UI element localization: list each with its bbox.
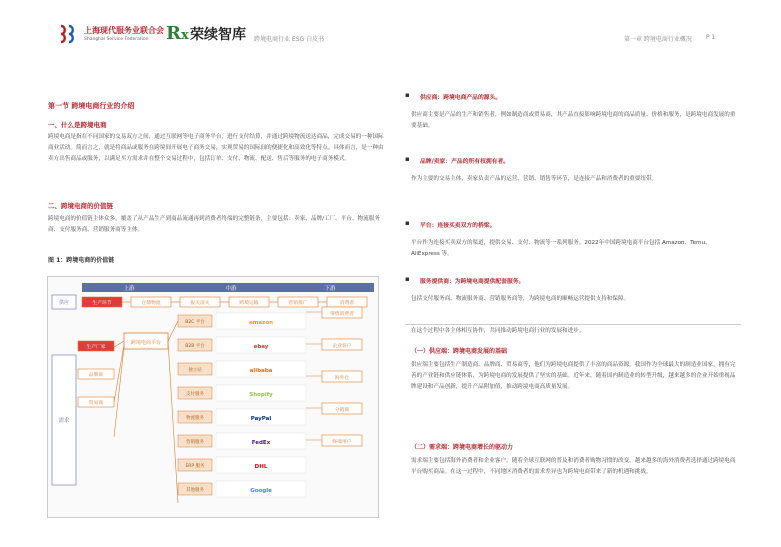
svg-text:营销推广: 营销推广 bbox=[288, 301, 308, 306]
service-node bbox=[178, 433, 306, 449]
svg-text:终端用户: 终端用户 bbox=[332, 440, 352, 445]
svg-text:零售消费者: 零售消费者 bbox=[330, 312, 354, 317]
bullet-title: 平台：连接买卖双方的桥梁。 bbox=[420, 223, 496, 229]
svg-text:跨境运输: 跨境运输 bbox=[239, 301, 259, 306]
bullet-text: 作为主要的交易主体，卖家负责产品的运营、营销、销售等环节，是连接产品和消费者的重要纽带。 bbox=[411, 176, 658, 182]
partner-logo: amazon bbox=[248, 320, 274, 326]
svg-text:B2B 平台: B2B 平台 bbox=[185, 344, 205, 349]
svg-text:生产环节: 生产环节 bbox=[92, 301, 112, 306]
page-header bbox=[0, 0, 781, 70]
stage-upstream: 上游 bbox=[123, 286, 135, 292]
svg-text:品牌商: 品牌商 bbox=[88, 373, 104, 378]
stage-downstream: 下游 bbox=[324, 286, 336, 292]
row-label-demand: 需求 bbox=[58, 418, 70, 424]
subheading-demand-side: （二）需求端：跨境电商增长的驱动力 bbox=[411, 444, 514, 451]
destination-node bbox=[306, 371, 362, 382]
divider-line bbox=[405, 324, 741, 325]
bullet-dot: ▪ bbox=[405, 219, 410, 227]
partner-logo: DHL bbox=[254, 464, 268, 470]
org-name-en: Shanghai Service Federation bbox=[84, 37, 149, 42]
service-node bbox=[178, 457, 306, 473]
service-node bbox=[178, 361, 306, 377]
svg-text:ERP 服务: ERP 服务 bbox=[185, 464, 205, 469]
partner-logo: FedEx bbox=[251, 440, 271, 446]
paragraph-supply-side: 供应端主要包括生产制造商、品牌商、贸易商等，他们为跨境电商提供了丰富的商品资源。我国作为全球最大的制造业国家，拥有完善的产业链和供应链体系，为跨境电商的发展提供了坚实的基础。近年来，随着国内制造业的转型升级，越来越多的企业开始重视品牌建设和产品创新，提升产品附加值，推动跨境电商高质量发展。 bbox=[411, 362, 736, 390]
value-chain-svg bbox=[48, 277, 378, 517]
destination-node bbox=[306, 403, 362, 414]
org-name: 上海现代服务业联合会 bbox=[84, 26, 164, 35]
brand-logo-icon: Rx bbox=[166, 23, 189, 44]
bullet-title: 品牌/卖家：产品的所有权拥有者。 bbox=[420, 159, 510, 165]
left-node bbox=[78, 397, 114, 407]
svg-text:仓储物流: 仓储物流 bbox=[141, 301, 161, 306]
svg-text:其他服务: 其他服务 bbox=[186, 488, 204, 493]
svg-text:企业客户: 企业客户 bbox=[332, 344, 352, 349]
service-node bbox=[178, 313, 306, 329]
svg-text:生产厂家: 生产厂家 bbox=[86, 345, 106, 350]
service-node bbox=[178, 337, 306, 353]
svg-text:海外仓: 海外仓 bbox=[334, 376, 350, 381]
svg-text:B2C 平台: B2C 平台 bbox=[185, 320, 205, 325]
paragraph-demand-side: 需求端主要包括海外消费者和企业客户。随着全球互联网的普及和消费者购物习惯的改变，越来越多的海外消费者选择通过跨境电商平台购买商品。在这一过程中，不同地区消费者的需求差异也为跨境电商带来了新的机遇和挑战。 bbox=[411, 458, 736, 475]
paragraph-value-chain: 跨境电商的价值链主体众多，覆盖了从产品生产到商品流通再到消费者终端的完整链条，主要包括：卖家、品牌/工厂、平台、物流服务商、支付服务商、营销服务商等主体。 bbox=[48, 216, 380, 233]
svg-text:报关清关: 报关清关 bbox=[190, 301, 210, 306]
left-node bbox=[78, 341, 114, 351]
summary-paragraph: 在这个过程中各主体相互协作，共同推动跨境电商行业的发展和进步。 bbox=[411, 328, 585, 334]
bullet-dot: ▪ bbox=[405, 275, 410, 283]
row-label-supply: 供应 bbox=[58, 300, 70, 306]
partner-logo: PayPal bbox=[250, 416, 272, 422]
top-flow-node bbox=[82, 297, 131, 307]
destination-node bbox=[306, 339, 362, 350]
federation-logo-icon bbox=[58, 24, 80, 44]
bullet-dot: ▪ bbox=[405, 155, 410, 163]
report-title: 跨境电商行业 ESG 白皮书 bbox=[254, 36, 325, 43]
svg-text:独立站: 独立站 bbox=[188, 368, 202, 373]
destination-node bbox=[306, 307, 362, 318]
bullet-title: 供应商：跨境电商产品的源头。 bbox=[420, 95, 502, 101]
svg-text:消费者: 消费者 bbox=[339, 301, 355, 306]
top-flow-node bbox=[229, 297, 278, 307]
page-number: P 1 bbox=[706, 34, 716, 41]
value-chain-diagram bbox=[47, 276, 379, 518]
paragraph-definition: 跨境电商是指在不同国家的交易双方之间，通过互联网等电子商务平台，进行支付结算，并通过跨境物流送达商品，完成交易的一种国际商业活动。简而言之，就是将商品或服务在跨境间开展电子商务交易，实现贸易的国际间的便捷化和高效化等特点。具体而言，是一种由卖方出售商品或服务，以满足买方需求并在整个交易过程中，包括订单、支付、物流、配送、售后等服务的电子商务模式。 bbox=[48, 134, 384, 162]
bullet-text: 包括支付服务商、物流服务商、营销服务商等，为跨境电商的顺畅运营提供支持和保障。 bbox=[411, 296, 630, 302]
partner-logo: Shopify bbox=[249, 392, 273, 398]
subheading-supply-side: （一）供应端：跨境电商发展的基础 bbox=[411, 348, 508, 355]
top-flow-node bbox=[327, 297, 367, 307]
stage-midstream: 中游 bbox=[225, 286, 237, 292]
top-flow-node bbox=[180, 297, 229, 307]
subheading-what-is: 一、什么是跨境电商 bbox=[48, 121, 107, 129]
chapter-title: 第一章 跨境电商行业概况 bbox=[624, 36, 692, 43]
bullet-text: 供应商主要是产品的生产和销售者，例如制造商或贸易商，其产品直接影响跨境电商的商品质量、价格和服务，是跨境电商发展的重要基础。 bbox=[411, 112, 736, 129]
top-flow-node bbox=[131, 297, 180, 307]
svg-text:支付服务: 支付服务 bbox=[186, 392, 204, 397]
section-title: 第一节 跨境电商行业的介绍 bbox=[48, 102, 135, 110]
service-node bbox=[178, 409, 306, 425]
top-flow-node bbox=[278, 297, 327, 307]
svg-text:营销服务: 营销服务 bbox=[186, 440, 204, 445]
partner-logo: Google bbox=[250, 488, 272, 494]
left-node bbox=[78, 369, 114, 379]
bullet-title: 服务提供商：为跨境电商提供配套服务。 bbox=[420, 279, 525, 285]
service-node bbox=[178, 481, 306, 497]
service-node bbox=[178, 385, 306, 401]
bullet-text: 平台作为连接买卖双方的渠道，提供交易、支付、物流等一系列服务。2022年中国跨境电商平台包括 Amazon、Temu、AliExpress 等。 bbox=[411, 240, 711, 257]
mid-node-label: 跨境电商平台 bbox=[130, 340, 162, 346]
partner-logo: ebay bbox=[253, 344, 269, 350]
subheading-value-chain: 二、跨境电商的价值链 bbox=[48, 202, 113, 210]
brand-name: 荣续智库 bbox=[190, 27, 246, 43]
svg-text:物流服务: 物流服务 bbox=[186, 416, 204, 421]
svg-text:分销商: 分销商 bbox=[334, 408, 350, 413]
destination-node bbox=[306, 435, 362, 446]
svg-text:贸易商: 贸易商 bbox=[88, 401, 104, 406]
bullet-dot: ▪ bbox=[405, 91, 410, 99]
partner-logo: alibaba bbox=[249, 368, 273, 374]
figure-caption: 图 1：跨境电商的价值链 bbox=[48, 257, 115, 264]
